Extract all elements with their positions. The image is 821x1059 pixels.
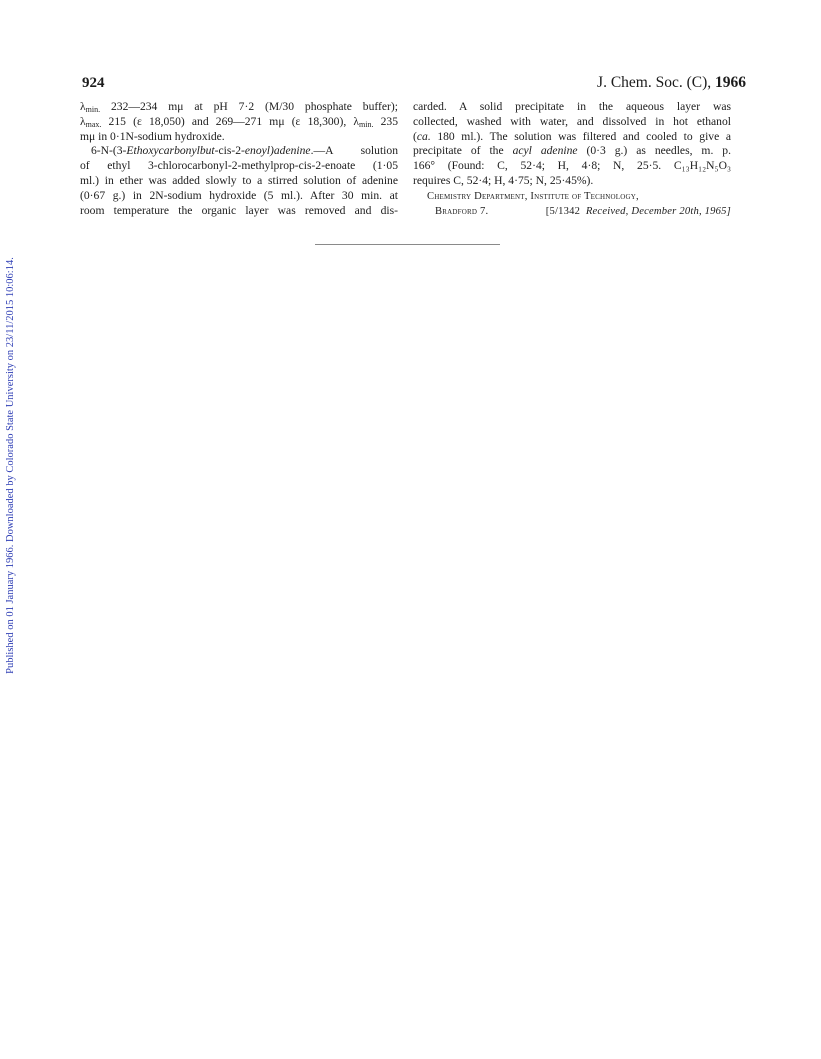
download-notice-sidebar — [3, 185, 17, 745]
received-line — [413, 205, 731, 220]
page-number: 924 — [82, 75, 105, 91]
text-line: mμ in 0·1N-sodium hydroxide. — [80, 129, 225, 143]
right-column — [413, 100, 731, 219]
affiliation-city: Bradford 7. — [435, 205, 489, 217]
text-line: $\lambda_{min.}$ 232—234 mμ at pH 7·2 (M/30 phosphate buffer); — [80, 100, 398, 114]
text-line: of ethyl 3-chlorocarbonyl-2-methylprop-cis-2-enoate (1·05 — [80, 159, 398, 173]
text-line: precipitate of the acyl adenine (0·3 g.) as needles, m. p. — [413, 144, 731, 158]
text-line: room temperature the organic layer was removed and dis- — [80, 203, 398, 217]
text-line: carded. A solid precipitate in the aqueous layer was — [413, 100, 731, 113]
compound-heading-line: 6-N-(3-Ethoxycarbonylbut-cis-2-enoyl)adenine.—A solution — [91, 144, 398, 158]
journal-name: J. Chem. Soc. (C), — [597, 74, 712, 91]
text-line: (0·67 g.) in 2N-sodium hydroxide (5 ml.). After 30 min. at — [80, 188, 398, 202]
affiliation — [413, 190, 731, 220]
end-rule — [315, 244, 500, 245]
affiliation-line: Chemistry Department, Institute of Technology, — [427, 190, 639, 202]
text-line: $\lambda_{max.}$ 215 (ε 18,050) and 269—271 mμ (ε 18,300), $\lambda_{min.}$ 235 — [80, 114, 398, 129]
text-line: (ca. 180 ml.). The solution was filtered and cooled to give a — [413, 129, 731, 143]
download-notice-text: Published on 01 January 1966. Downloaded by Colorado State University on 23/11/2015 10:06:14. — [4, 256, 16, 674]
text-line: ml.) in ether was added slowly to a stirred solution of adenine — [80, 173, 398, 187]
journal-year: 1966 — [715, 74, 746, 91]
text-line: 166° (Found: C, 52·4; H, 4·8; N, 25·5. C₁₃H₁₂N₅O₃ — [413, 159, 731, 173]
text-line: requires C, 52·4; H, 4·75; N, 25·45%). — [413, 173, 594, 187]
left-column — [80, 100, 398, 218]
received-date: [5/1342 Received, December 20th, 1965] — [545, 205, 731, 217]
text-line: collected, washed with water, and dissolved in hot ethanol — [413, 114, 731, 128]
journal-header — [597, 74, 746, 92]
